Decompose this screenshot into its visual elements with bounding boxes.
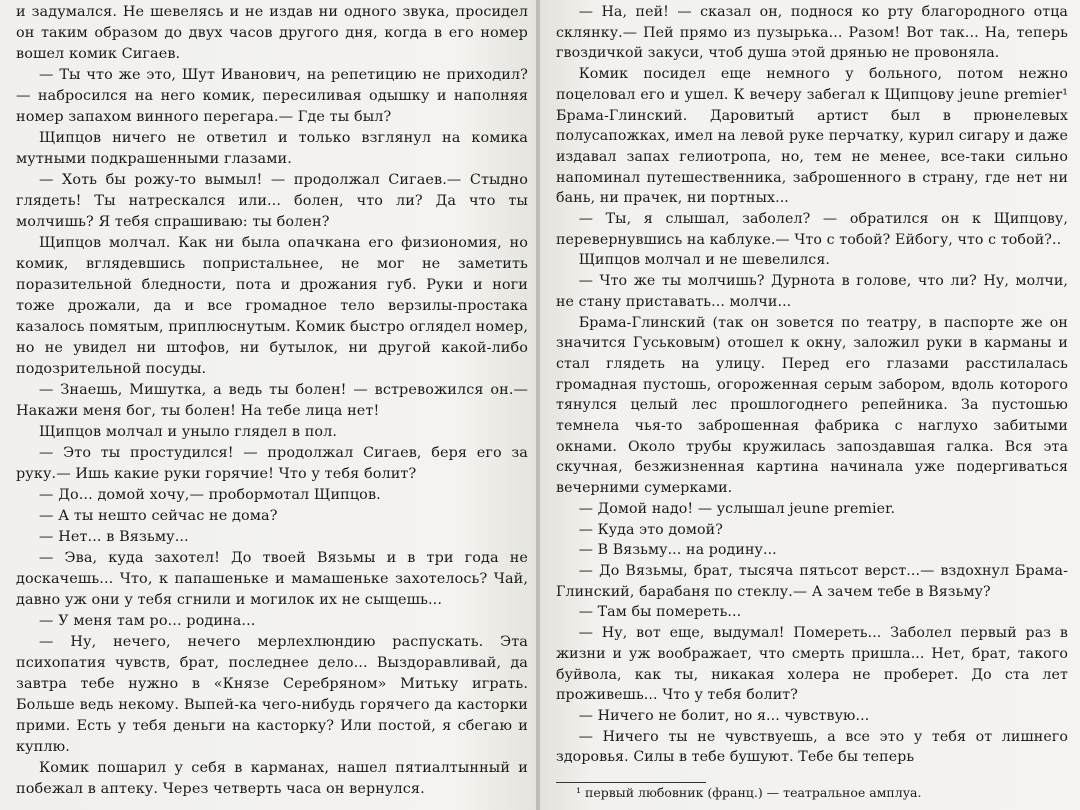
paragraph: — Ничего ты не чувствуешь, а все это у тебя от лишнего здоровья. Силы в тебе бушуют. Тебе бы теперь xyxy=(556,728,1068,766)
paragraph: Щипцов молчал. Как ни была опачкана его физиономия, но комик, вглядевшись попристальнее, не мог не заметить поразительной бледности, пота и дрожания губ. Руки и ноги тоже дрожали, да и все громадное тело верзилы-простака казалось помятым, приплюснутым. Комик быстро оглядел номер, но не увидел ни штофов, ни бутылок, ни другой какой-либо подозрительной посуды. xyxy=(16,235,529,377)
paragraph: — Нет... в Вязьму... xyxy=(39,529,189,545)
paragraph: — Ты что же это, Шут Иванович, на репетицию не приходил? — набросился на него комик, пересиливая одышку и наполняя номер запахом винного перегара.— Где ты был? xyxy=(16,67,528,125)
paragraph: Щипцов молчал и не шевелился. xyxy=(578,252,831,269)
paragraph: — А ты нешто сейчас не дома? xyxy=(39,508,278,524)
paragraph: — У меня там ро... родина... xyxy=(39,613,256,629)
paragraph: — Ну, вот еще, выдумал! Помереть... Заболел первый раз в жизни и уж воображает, что смерть пришла... Нет, брат, такого буйвола, как ты, никакая холера не проберет. До ста лет проживешь... Что у тебя болит? xyxy=(556,625,1068,704)
paragraph: Щипцов ничего не ответил и только взглянул на комика мутными подкрашенными глазами. xyxy=(16,130,528,167)
paragraph: — Ты, я слышал, заболел? — обратился он к Щипцову, перевернувшись на каблуке.— Что с тобой? Ейбогу, что с тобой?.. xyxy=(556,211,1068,248)
paragraph: — Ну, нечего, нечего мерлехлюндию распускать. Эта психопатия чувств, брат, последнее дело... Выздоравливай, да завтра тебе нужно в «Князе Серебряном» Митьку играть. Больше ведь некому. Выпей-ка чего-нибудь горячего да касторки прими. Есть у тебя деньги на касторку? Или постой, я сбегаю и куплю. xyxy=(16,634,528,755)
left-page xyxy=(0,0,538,810)
paragraph: — Знаешь, Мишутка, а ведь ты болен! — встревожился он.— Накажи меня бог, ты болен! На тебе лица нет! xyxy=(16,382,528,419)
paragraph: Брама-Глинский (так он зовется по театру, в паспорте же он значится Гуськовым) отошел к окну, заложил руки в карманы и стал глядеть на улицу. Перед его глазами расстилалась громадная пустошь, огороженная серым забором, вдоль которого тянулся целый лес прошлогоднего репейника. За пустошью темнела чья-то заброшенная фабрика с наглухо забитыми окнами. Около трубы кружилась запоздавшая галка. Вся эта скучная, безжизненная картина начинала уже подергиваться вечерними сумерками. xyxy=(556,314,1068,497)
paragraph: — Это ты простудился! — продолжал Сигаев, беря его за руку.— Ишь какие руки горячие! Что у тебя болит? xyxy=(16,445,528,482)
paragraph: — Куда это домой? xyxy=(578,521,723,538)
book-gutter xyxy=(536,0,540,810)
paragraph: — До Вязьмы, брат, тысяча пятьсот верст...— вздохнул Брама-Глинский, барабаня по стеклу.— А зачем тебе в Вязьму? xyxy=(556,562,1068,600)
footnote: ¹ первый любовник (франц.) — театральное амплуа. xyxy=(576,785,922,801)
paragraph: — До... домой хочу,— пробормотал Щипцов. xyxy=(39,487,381,503)
paragraph: — Эва, куда захотел! До твоей Вязьмы и в три года не доскачешь... Что, к папашеньке и мамашеньке захотелось? Чай, давно уж они у тебя сгнили и могилок их не сыщешь... xyxy=(16,550,528,608)
paragraph: — В Вязьму... на родину... xyxy=(578,542,777,559)
left-page-text xyxy=(16,2,528,800)
paragraph: — Домой надо! — услышал jeune premier. xyxy=(578,500,896,517)
right-page xyxy=(538,0,1080,810)
paragraph: — Там бы помереть... xyxy=(578,604,742,621)
paragraph: Комик посидел еще немного у больного, потом нежно поцеловал его и ушел. К вечеру забегал к Щипцову jeune premier¹ Брама-Глинский. Даровитый артист был в прюнелевых полусапожках, имел на левой руке перчатку, курил сигару и даже издавал запах гелиотропа, но, тем не менее, все-таки сильно напоминал путешественника, заброшенного в страну, где нет ни бань, ни прачек, ни портных... xyxy=(556,66,1068,207)
paragraph: — Ничего не болит, но я... чувствую... xyxy=(578,707,870,724)
paragraph: — Хоть бы рожу-то вымыл! — продолжал Сигаев.— Стыдно глядеть! Ты натрескался или... болен, что ли? Да что ты молчишь? Я тебя спрашиваю: ты болен? xyxy=(16,172,528,230)
paragraph: Комик пошарил у себя в карманах, нашел пятиалтынный и побежал в аптеку. Через четверть часа он вернулся. xyxy=(16,760,528,797)
paragraph: и задумался. Не шевелясь и не издав ни одного звука, просидел он таким образом до двух часов другого дня, когда в его номер вошел комик Сигаев. xyxy=(16,4,528,62)
paragraph: — Что же ты молчишь? Дурнота в голове, что ли? Ну, молчи, не стану приставать... молчи... xyxy=(556,273,1068,310)
right-page-text xyxy=(556,2,1068,768)
paragraph: — На, пей! — сказал он, поднося ко рту благородного отца склянку.— Пей прямо из пузырька... Разом! Вот так... На, теперь гвоздичкой закуси, чтоб душа этой дрянью не провоняла. xyxy=(556,4,1068,62)
footnote-divider xyxy=(556,782,706,783)
paragraph: Щипцов молчал и уныло глядел в пол. xyxy=(39,424,338,440)
